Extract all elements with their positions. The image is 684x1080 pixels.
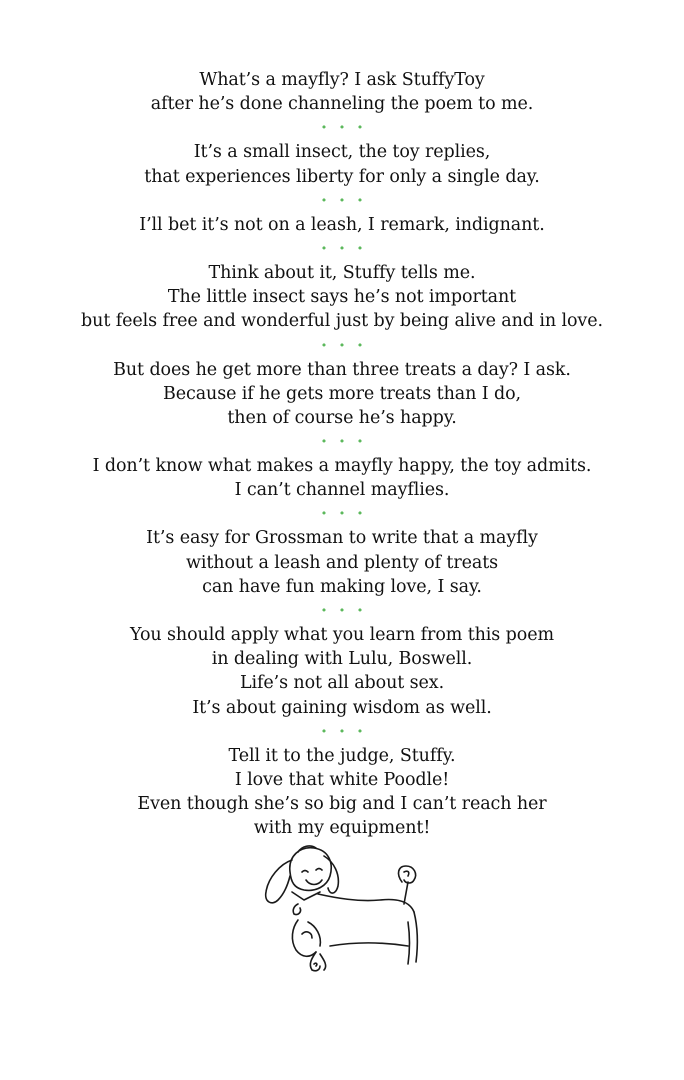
poodle-illustration: [258, 842, 428, 974]
poem-line: The little insect says he’s not important: [167, 287, 517, 308]
stanza: [0, 261, 684, 334]
poem-line: Tell it to the judge, Stuffy.: [228, 745, 456, 766]
poem-line: after he’s done channeling the poem to me.: [150, 94, 534, 115]
stanza-separator: • • •: [320, 338, 368, 352]
poem-line: with my equipment!: [253, 818, 431, 839]
poem-line: It’s easy for Grossman to write that a mayfly: [146, 528, 538, 549]
poem-line: What’s a mayfly? I ask StuffyToy: [199, 70, 485, 90]
poem-line: without a leash and plenty of treats: [185, 552, 499, 573]
poem-line: Life’s not all about sex.: [239, 673, 445, 694]
stanza-separator: • • •: [320, 435, 368, 449]
poem-line: can have fun making love, I say.: [202, 576, 482, 597]
poem-line: But does he get more than three treats a day? I ask.: [113, 359, 571, 380]
stanza-separator: • • •: [320, 724, 368, 738]
stanza-separator: • • •: [320, 241, 368, 255]
poem-line: Because if he gets more treats than I do,: [162, 383, 521, 404]
poem-line: I’ll bet it’s not on a leash, I remark, indignant.: [139, 214, 545, 235]
stanza: [0, 744, 684, 841]
stanza: [0, 358, 684, 431]
stanza-separator: • • •: [320, 121, 368, 135]
poem-line: It’s a small insect, the toy replies,: [193, 142, 491, 163]
stanza: [0, 68, 684, 116]
poem-line: Think about it, Stuffy tells me.: [208, 262, 476, 283]
poem-line: I can’t channel mayflies.: [234, 480, 450, 501]
stanza: [0, 213, 684, 237]
poem-line: You should apply what you learn from this poem: [130, 625, 554, 645]
stanza-separator: • • •: [320, 507, 368, 521]
poem-text: [0, 68, 684, 841]
stanza: [0, 623, 684, 720]
poem-line: then of course he’s happy.: [227, 407, 457, 428]
stanza: [0, 454, 684, 502]
poem-line: Even though she’s so big and I can’t reach her: [137, 794, 547, 815]
poem-line: in dealing with Lulu, Boswell.: [211, 649, 473, 670]
poem-line: I don’t know what makes a mayfly happy, the toy admits.: [92, 456, 592, 477]
stanza-separator: • • •: [320, 604, 368, 617]
stanza: [0, 526, 684, 599]
stanza: [0, 140, 684, 188]
poem-line: I love that white Poodle!: [234, 769, 450, 790]
poem-line: that experiences liberty for only a single day.: [144, 166, 540, 187]
stanza-separator: • • •: [320, 193, 368, 207]
poem-line: but feels free and wonderful just by being alive and in love.: [81, 311, 603, 332]
poem-line: It’s about gaining wisdom as well.: [192, 697, 492, 718]
